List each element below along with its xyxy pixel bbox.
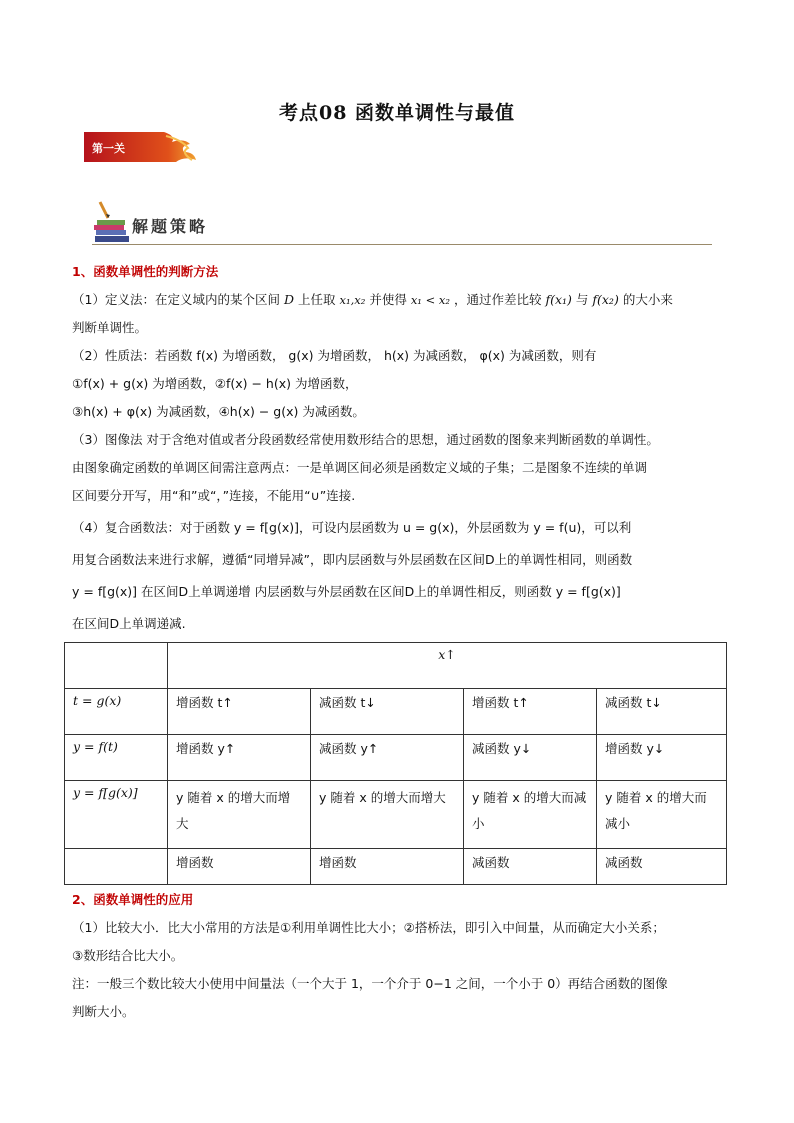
books-pencil-icon: [92, 200, 132, 246]
table-header: x↑: [168, 643, 727, 689]
property-rule-1: ①f(x) + g(x) 为增函数，②f(x) − h(x) 为增函数，: [72, 376, 358, 391]
note: 注：一般三个数比较大小使用中间量法（一个大于 1，一个介于 0−1 之间，一个小于 0）再结合函数的图像: [72, 976, 668, 991]
table-row: [65, 781, 727, 849]
table-row: [65, 849, 727, 885]
section-1-heading: 1、函数单调性的判断方法: [72, 264, 219, 279]
composite-function-table: [64, 642, 727, 885]
text: ，通过作差比较: [453, 292, 542, 307]
table-cell: 增函数 t↑: [464, 689, 597, 735]
text: （1）定义法：在定义域内的某个区间: [72, 292, 280, 307]
section-1: [72, 258, 727, 638]
page-title: 考点08 函数单调性与最值: [278, 102, 516, 124]
property-rule-2: ③h(x) + φ(x) 为减函数，④h(x) − g(x) 为减函数。: [72, 404, 365, 419]
table-cell: 减函数: [597, 849, 727, 885]
compare-method-2: ③数形结合比大小。: [72, 948, 184, 963]
table-row: [65, 689, 727, 735]
table-row: [65, 735, 727, 781]
math-x1x2: x₁,x₂: [339, 293, 366, 307]
table-cell: 减函数 t↓: [311, 689, 464, 735]
row-label: y = f[g(x)]: [65, 781, 168, 849]
table-cell: y 随着 x 的增大而减小: [597, 781, 727, 849]
table-cell: 减函数 t↓: [597, 689, 727, 735]
text: 的大小来: [622, 292, 673, 307]
math-fx1: f(x₁): [545, 292, 572, 307]
math-ineq: x₁ < x₂: [410, 293, 450, 307]
level-banner: [84, 130, 196, 168]
table-corner: [65, 643, 168, 689]
note-2: 判断大小。: [72, 1004, 135, 1019]
row-label: [65, 849, 168, 885]
table-cell: y 随着 x 的增大而增大: [311, 781, 464, 849]
divider: [92, 244, 712, 245]
text: 与: [575, 292, 589, 307]
property-method: （2）性质法：若函数 f(x) 为增函数， g(x) 为增函数， h(x) 为减函数， φ(x) 为减函数，则有: [72, 348, 597, 363]
table-cell: y 随着 x 的增大而增大: [168, 781, 311, 849]
definition-method-cont: 判断单调性。: [72, 320, 148, 335]
composite-method-2: 用复合函数法来进行求解，遵循“同增异减”，即内层函数与外层函数在区间D上的单调性相同，则函数: [72, 552, 633, 567]
math-D: D: [283, 292, 294, 307]
text: 并使得: [369, 292, 407, 307]
composite-method: （4）复合函数法：对于函数 y = f[g(x)]，可设内层函数为 u = g(x)，外层函数为 y = f(u)，可以利: [72, 520, 632, 535]
strategy-header: [92, 200, 712, 248]
table-cell: 增函数: [311, 849, 464, 885]
table-cell: 减函数 y↑: [311, 735, 464, 781]
composite-method-4: 在区间D上单调递减.: [72, 616, 186, 631]
row-label: y = f(t): [65, 735, 168, 781]
graph-method-2: 由图象确定函数的单调区间需注意两点：一是单调区间必须是函数定义域的子集；二是图象不连续的单调: [72, 460, 648, 475]
table-cell: 增函数 y↓: [597, 735, 727, 781]
table-cell: y 随着 x 的增大而减小: [464, 781, 597, 849]
banner-label: 第一关: [92, 142, 125, 155]
math-fx2: f(x₂): [592, 292, 619, 307]
table-cell: 减函数: [464, 849, 597, 885]
composite-method-3: y = f[g(x)] 在区间D上单调递增 内层函数与外层函数在区间D上的单调性相反，则函数 y = f[g(x)]: [72, 584, 621, 599]
table-cell: 增函数 t↑: [168, 689, 311, 735]
strategy-title: 解题策略: [132, 217, 209, 236]
section-2: [72, 886, 727, 1026]
table-cell: 减函数 y↓: [464, 735, 597, 781]
section-2-heading: 2、函数单调性的应用: [72, 892, 194, 907]
table-cell: 增函数 y↑: [168, 735, 311, 781]
table-cell: 增函数: [168, 849, 311, 885]
compare-method: （1）比较大小．比大小常用的方法是①利用单调性比大小；②搭桥法，即引入中间量，从而确定大小关系；: [72, 920, 665, 935]
row-label: t = g(x): [65, 689, 168, 735]
text: 上任取: [297, 292, 336, 307]
graph-method: （3）图像法 对于含绝对值或者分段函数经常使用数形结合的思想，通过函数的图象来判断函数的单调性。: [72, 432, 659, 447]
graph-method-3: 区间要分开写，用“和”或“，”连接，不能用“∪”连接.: [72, 488, 356, 503]
definition-method: [72, 286, 727, 314]
